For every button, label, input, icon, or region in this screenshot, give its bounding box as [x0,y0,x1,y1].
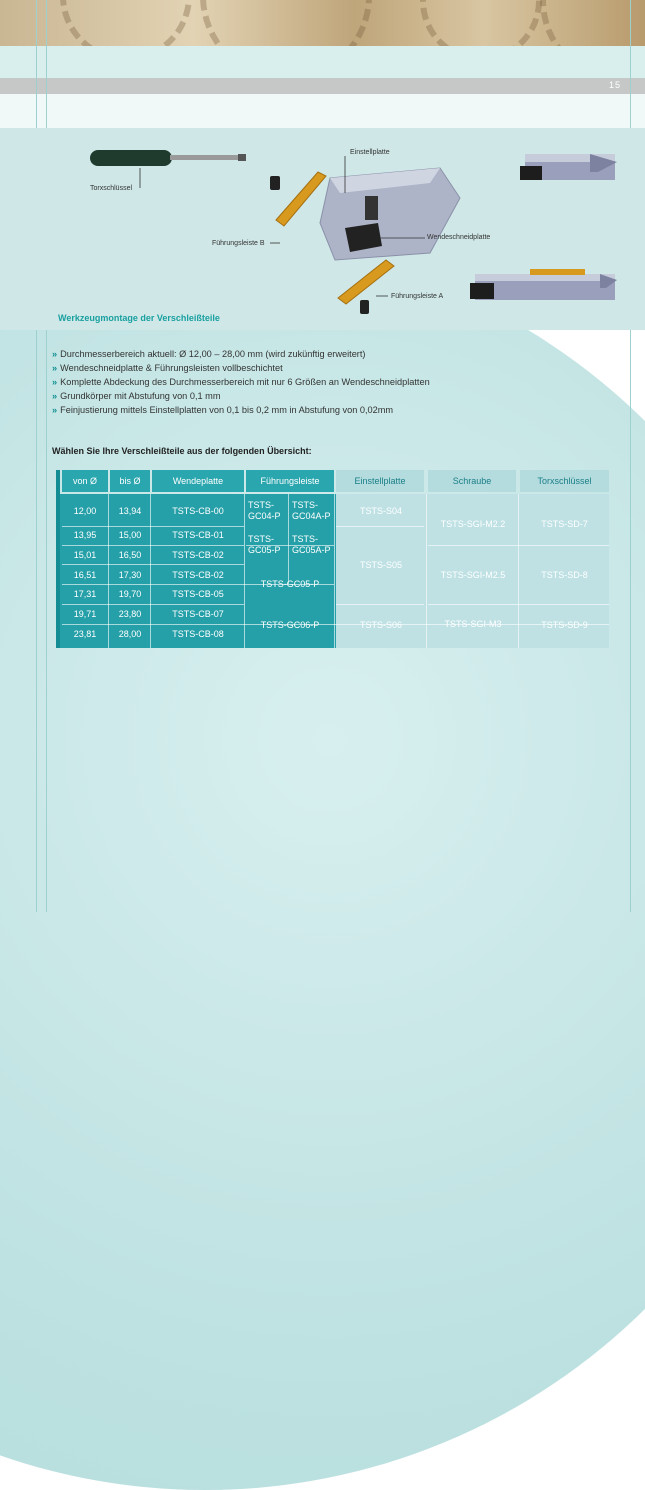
list-item: » Durchmesserbereich aktuell: Ø 12,00 – 28,00 mm (wird zukünftig erweitert) [52,349,366,359]
cell-fuehrungsleiste: TSTS-GC06-P [260,620,320,630]
cell-torx: TSTS-SD-8 [541,570,588,580]
cell-bis: 16,50 [118,550,142,560]
header-wendeplatte: Wendeplatte [152,470,244,492]
tool-side-view-bottom-icon [470,269,617,300]
label-torx: Torxschlüssel [90,185,133,192]
cell-von: 12,00 [73,506,97,516]
tool-body-icon [320,168,460,260]
header-torxschluessel: Torxschlüssel [520,470,609,492]
list-item: » Feinjustierung mittels Einstellplatten von 0,1 bis 0,2 mm in Abstufung von 0,02mm [52,405,394,415]
cell-wendeplatte: TSTS-CB-02 [172,570,224,580]
page-number: 15 [608,80,621,90]
list-item: » Komplette Abdeckung des Durchmesserbereich mit nur 6 Größen an Wendeschneidplatten [52,377,430,387]
cell-von: 15,01 [73,550,97,560]
cell-schraube: TSTS-SGI-M2.5 [440,570,506,580]
tool-assembly-illustration [0,128,645,330]
guide-strip-b-icon [276,172,326,226]
illustration-caption: Werkzeugmontage der Verschleißteile [58,313,220,323]
cell-bis: 28,00 [118,629,142,639]
cell-torx: TSTS-SD-9 [541,620,588,630]
cell-wendeplatte: TSTS-CB-02 [172,550,224,560]
label-fuehrungsleiste-b: Führungsleiste B [212,240,265,247]
header-spacer [0,94,645,128]
header-band [0,46,645,78]
label-einstellplatte: Einstellplatte [350,149,390,156]
cell-wendeplatte: TSTS-CB-00 [172,506,224,516]
cell-wendeplatte: TSTS-CB-08 [172,629,224,639]
cell-fuehrungsleiste: TSTS- GC04-P [248,500,281,521]
cell-schraube: TSTS-SGI-M3 [444,619,502,629]
header-einstellplatte: Einstellplatte [336,470,424,492]
cell-fuehrungsleiste: TSTS-GC05-P [260,579,320,589]
cell-wendeplatte: TSTS-CB-01 [172,530,224,540]
cell-einstellplatte: TSTS-S05 [359,560,402,570]
cell-von: 23,81 [73,629,97,639]
cell-von: 16,51 [73,570,97,580]
cell-fuehrungsleiste: TSTS- GC04A-P [292,500,331,521]
header-rule [0,78,645,94]
list-item: » Wendeschneidplatte & Führungsleisten vollbeschichtet [52,363,283,373]
cell-fuehrungsleiste: TSTS- GC05-P [248,534,281,555]
cell-bis: 13,94 [118,506,142,516]
table-intro: Wählen Sie Ihre Verschleißteile aus der folgenden Übersicht: [52,446,312,456]
tool-side-view-top-icon [520,154,617,180]
feature-list [52,347,430,417]
header-bis: bis Ø [110,470,150,492]
list-item: » Grundkörper mit Abstufung von 0,1 mm [52,391,221,401]
table-accent-bar [56,470,60,648]
cell-von: 17,31 [73,589,97,599]
header-von: von Ø [62,470,108,492]
cell-einstellplatte: TSTS-S04 [359,506,402,516]
cell-bis: 23,80 [118,609,142,619]
torx-screwdriver-icon [90,150,246,166]
header-fuehrungsleiste: Führungsleiste [246,470,334,492]
label-wendeschneidplatte: Wendeschneidplatte [427,234,491,241]
cell-wendeplatte: TSTS-CB-05 [172,589,224,599]
cell-bis: 15,00 [118,530,142,540]
guide-strip-a-icon [338,260,394,304]
cell-fuehrungsleiste: TSTS- GC05A-P [292,534,331,555]
background-arc [0,240,645,1490]
cell-von: 13,95 [73,530,97,540]
cell-schraube: TSTS-SGI-M2.2 [440,519,506,529]
cell-torx: TSTS-SD-7 [541,519,588,529]
cell-bis: 19,70 [118,589,142,599]
cell-einstellplatte: TSTS-S06 [359,620,402,630]
cell-bis: 17,30 [118,570,142,580]
label-fuehrungsleiste-a: Führungsleiste A [391,293,444,300]
illustration-panel [0,128,645,330]
cell-wendeplatte: TSTS-CB-07 [172,609,224,619]
parts-table [56,470,609,648]
gear-banner-image [0,0,645,46]
header-schraube: Schraube [428,470,516,492]
cell-von: 19,71 [73,609,97,619]
